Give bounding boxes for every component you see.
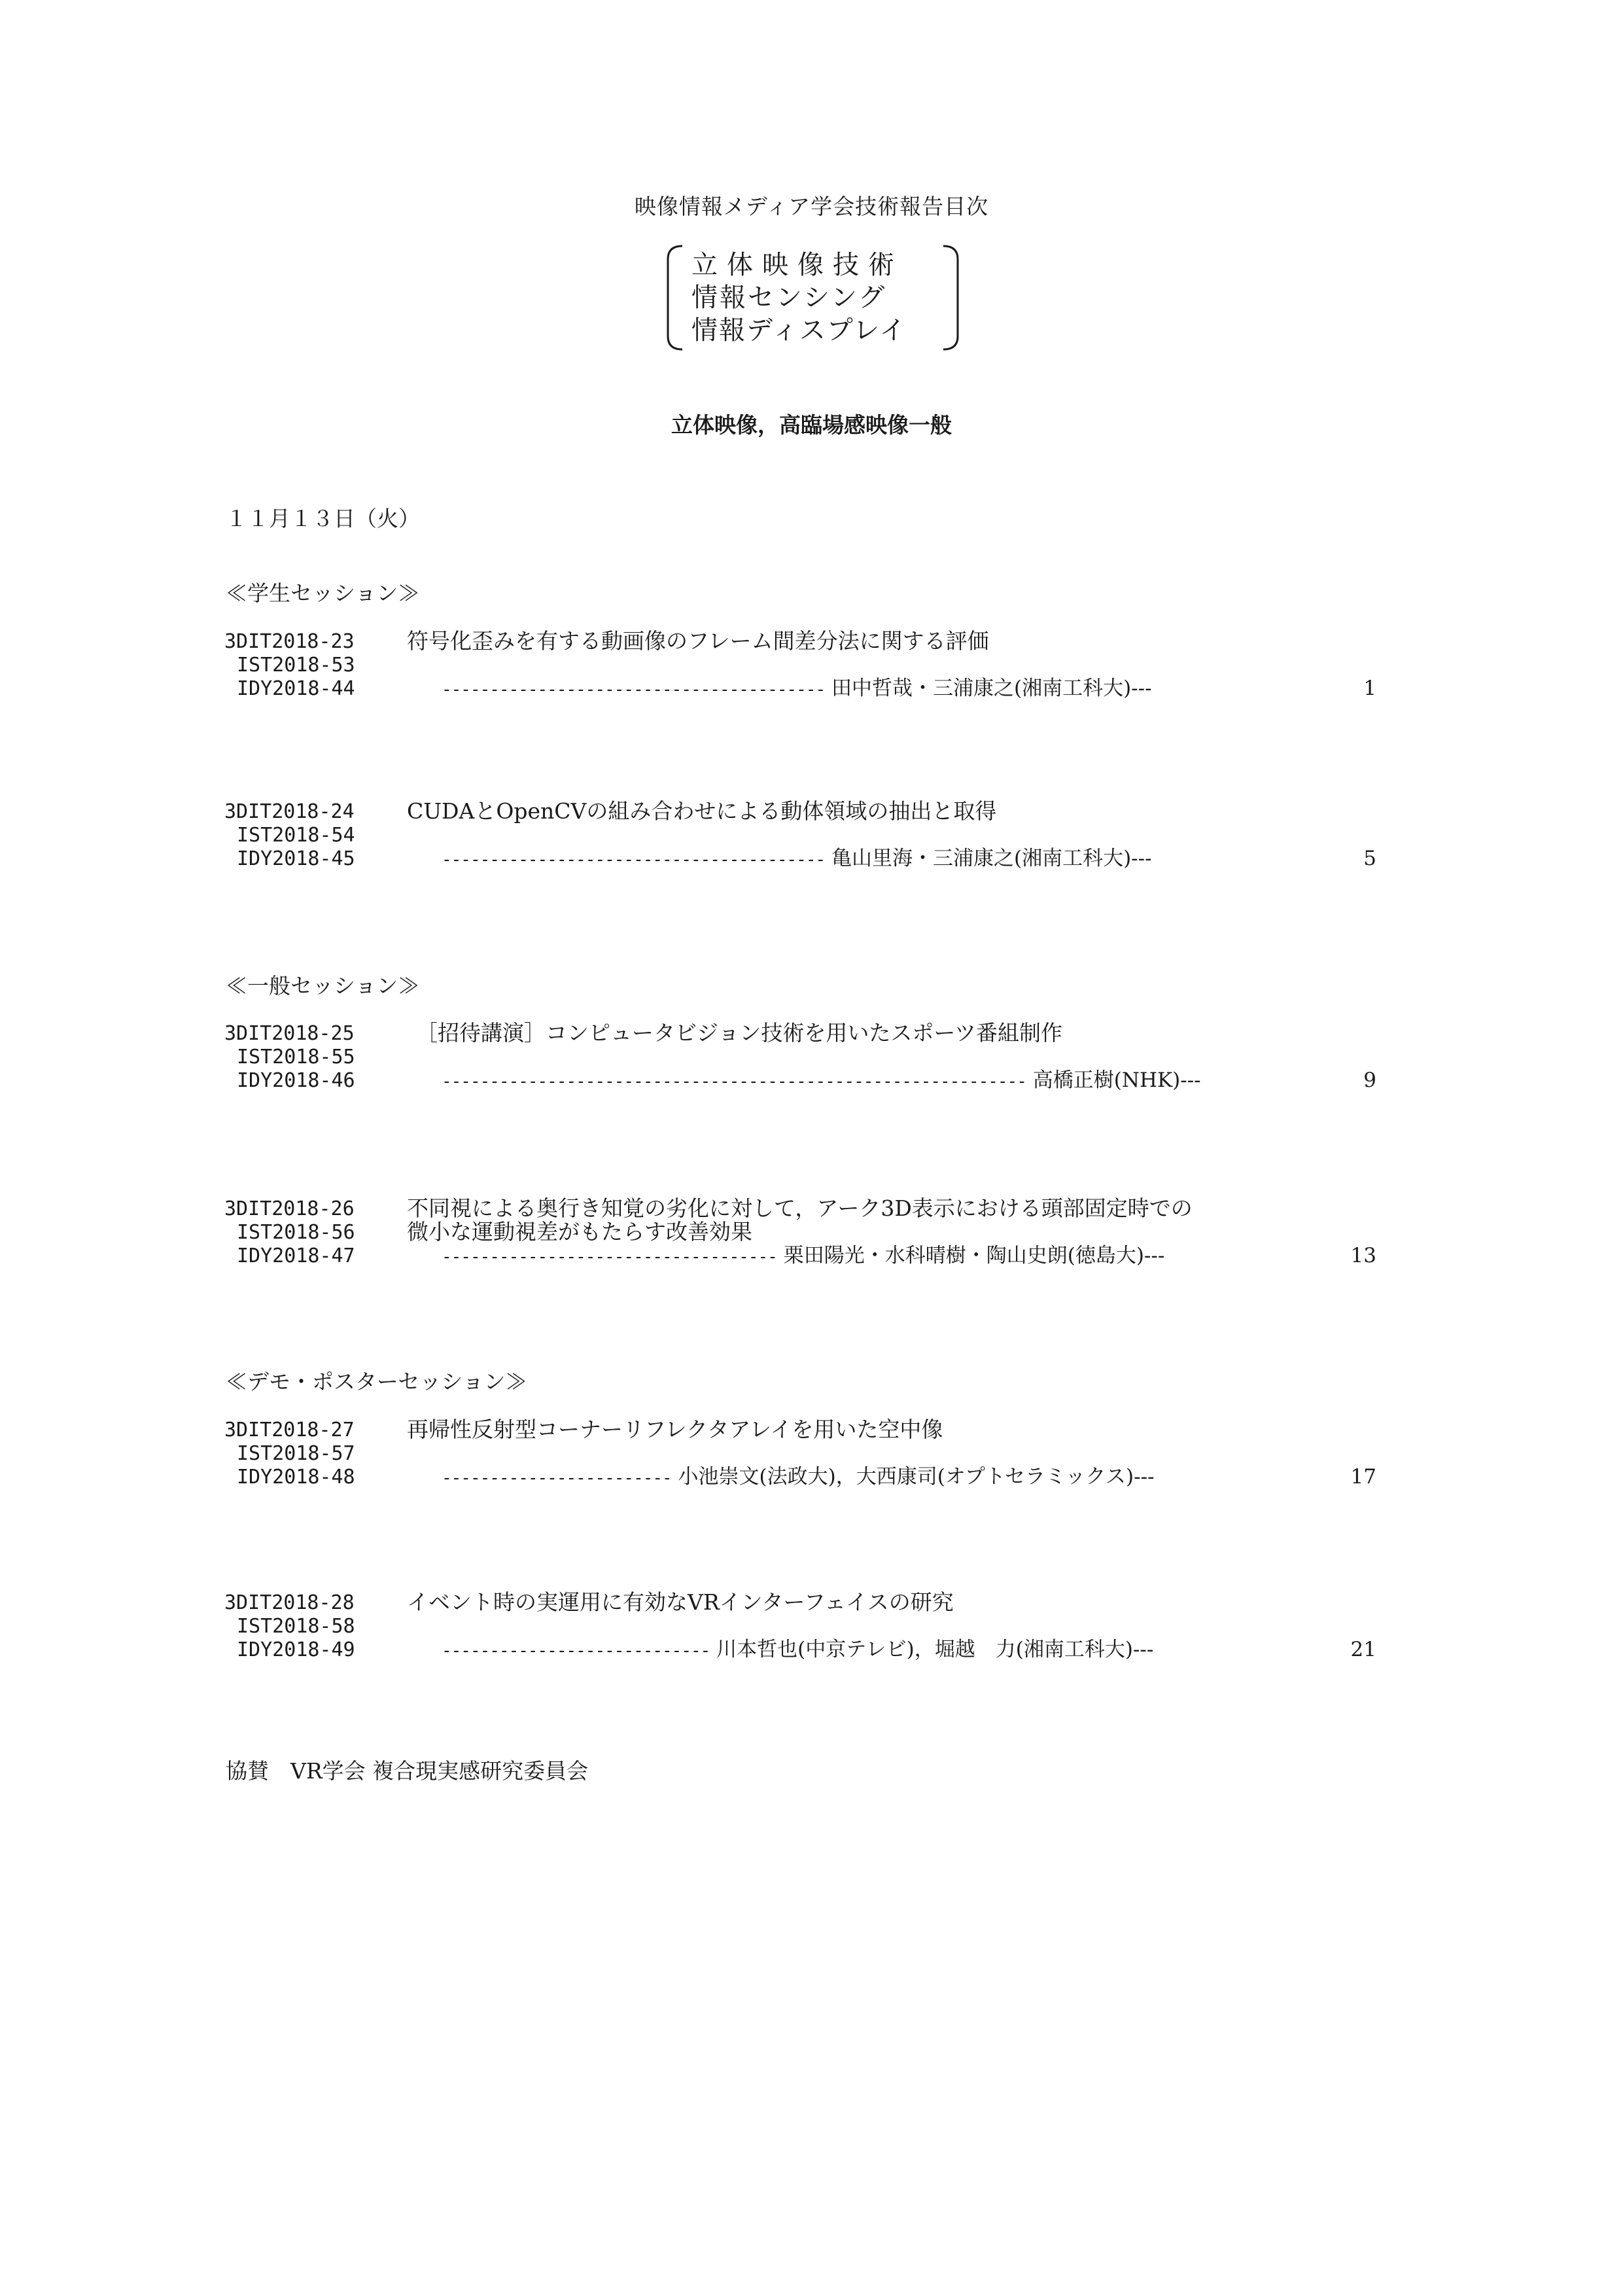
meeting-date: １１月１３日（火） bbox=[226, 506, 420, 531]
committee-bracket bbox=[657, 242, 968, 353]
entry-author-line bbox=[442, 846, 1152, 872]
toc-entry bbox=[0, 1022, 1623, 1101]
entry-authors: 川本哲也(中京テレビ)，堀越 力(湘南工科大)--- bbox=[716, 1638, 1154, 1661]
session-heading: ≪学生セッション≫ bbox=[226, 580, 420, 606]
entry-author-line bbox=[442, 676, 1152, 702]
entry-page: 5 bbox=[1363, 847, 1376, 870]
entry-page: 17 bbox=[1350, 1465, 1376, 1489]
entry-code: IST2018-53 bbox=[237, 654, 355, 677]
committee-list bbox=[691, 249, 907, 347]
entry-code: IST2018-55 bbox=[237, 1046, 355, 1069]
entry-code: IST2018-58 bbox=[237, 1615, 355, 1638]
entry-code: 3DIT2018-27 bbox=[224, 1419, 355, 1441]
entry-code: IDY2018-44 bbox=[237, 677, 355, 700]
entry-page: 1 bbox=[1363, 677, 1376, 700]
toc-entry bbox=[0, 1591, 1623, 1670]
entry-authors: 亀山里海・三浦康之(湘南工科大)--- bbox=[831, 847, 1152, 870]
entry-code: IDY2018-48 bbox=[237, 1466, 355, 1489]
dot-leader: ------------------------ bbox=[442, 1468, 672, 1488]
toc-entry bbox=[0, 1419, 1623, 1497]
entry-authors: 栗田陽光・水科晴樹・陶山史朗(徳島大)--- bbox=[783, 1244, 1165, 1267]
dot-leader: ------------------------------------------------------------- bbox=[442, 1072, 1026, 1091]
session-heading: ≪一般セッション≫ bbox=[226, 973, 420, 998]
committee-name: 立体映像技術 bbox=[691, 250, 903, 280]
entry-code: IDY2018-46 bbox=[237, 1069, 355, 1092]
entry-code: IST2018-57 bbox=[237, 1442, 355, 1465]
entry-code: IST2018-54 bbox=[237, 824, 355, 847]
entry-code: IDY2018-49 bbox=[237, 1638, 355, 1661]
entry-authors: 田中哲哉・三浦康之(湘南工科大)--- bbox=[831, 677, 1152, 700]
entry-code: IDY2018-45 bbox=[237, 847, 355, 870]
sponsor-line: 協賛 VR学会 複合現実感研究委員会 bbox=[226, 1758, 589, 1784]
entry-author-line bbox=[442, 1464, 1155, 1491]
toc-entry bbox=[0, 1197, 1623, 1276]
toc-entry bbox=[0, 800, 1623, 879]
report-title: 映像情報メディア学会技術報告目次 bbox=[634, 194, 989, 219]
entry-author-line bbox=[442, 1068, 1201, 1094]
entry-title: 符号化歪みを有する動画像のフレーム間差分法に関する評価 bbox=[407, 628, 989, 654]
subject-heading: 立体映像，高臨場感映像一般 bbox=[671, 412, 952, 438]
dot-leader: ---------------------------------------- bbox=[442, 680, 826, 699]
entry-title: イベント時の実運用に有効なVRインターフェイスの研究 bbox=[407, 1589, 954, 1615]
committee-name: 情報ディスプレイ bbox=[691, 315, 907, 345]
entry-title: 微小な運動視差がもたらす改善効果 bbox=[407, 1219, 752, 1245]
session-heading: ≪デモ・ポスターセッション≫ bbox=[226, 1369, 527, 1394]
dot-leader: ---------------------------------------- bbox=[442, 850, 826, 870]
entry-code: 3DIT2018-23 bbox=[224, 630, 355, 653]
toc-entry bbox=[0, 630, 1623, 709]
entry-title: ［招待講演］コンピュータビジョン技術を用いたスポーツ番組制作 bbox=[416, 1020, 1063, 1046]
entry-page: 21 bbox=[1350, 1638, 1376, 1661]
entry-author-line bbox=[442, 1243, 1164, 1269]
committee-name: 情報センシング bbox=[691, 283, 887, 313]
entry-code: 3DIT2018-25 bbox=[224, 1022, 355, 1045]
dot-leader: ----------------------------------- bbox=[442, 1247, 777, 1267]
entry-title: CUDAとOpenCVの組み合わせによる動体領域の抽出と取得 bbox=[407, 798, 997, 824]
entry-page: 9 bbox=[1363, 1069, 1376, 1092]
entry-title: 再帰性反射型コーナーリフレクタアレイを用いた空中像 bbox=[407, 1417, 943, 1442]
entry-code: 3DIT2018-28 bbox=[224, 1591, 355, 1614]
entry-code: IST2018-56 bbox=[237, 1221, 355, 1244]
entry-authors: 高橋正樹(NHK)--- bbox=[1032, 1069, 1201, 1092]
entry-authors: 小池崇文(法政大)，大西康司(オプトセラミックス)--- bbox=[678, 1465, 1155, 1489]
dot-leader: ---------------------------- bbox=[442, 1641, 710, 1661]
entry-author-line bbox=[442, 1637, 1153, 1663]
entry-code: 3DIT2018-24 bbox=[224, 800, 355, 823]
entry-title: 不同視による奥行き知覚の劣化に対して，アーク3D表示における頭部固定時での bbox=[407, 1195, 1193, 1221]
entry-code: 3DIT2018-26 bbox=[224, 1197, 355, 1220]
entry-code: IDY2018-47 bbox=[237, 1245, 355, 1267]
entry-page: 13 bbox=[1350, 1244, 1376, 1267]
